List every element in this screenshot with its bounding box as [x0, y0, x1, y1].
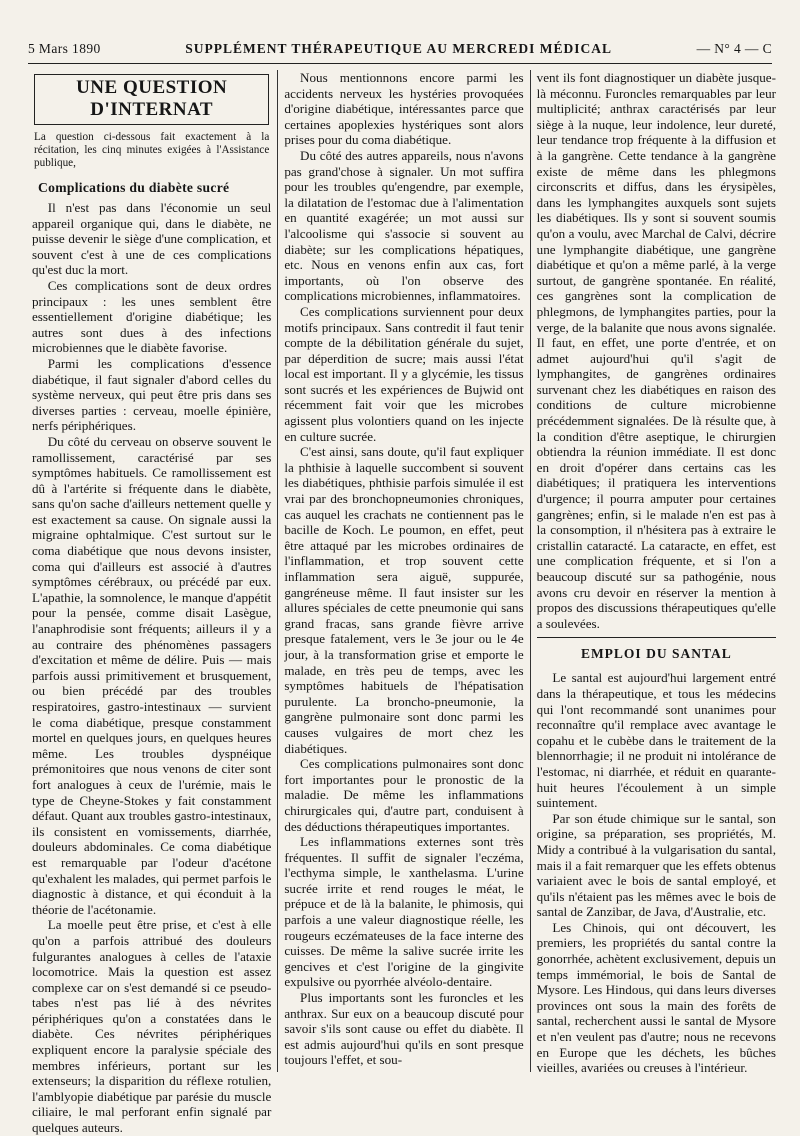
paragraph: C'est ainsi, sans doute, qu'il faut expliquer la phthisie à laquelle succombent si souvent les diabétiques, phthisie parfois simulée il est vrai par des bronchopneumonies chroniques, cas auquel les crachats ne contiennent pas le bacille de Koch. Le poumon, en effet, peut être attaqué par les microbes ordinaires de l'inflammation, et trop souvent cette inflammation sera aiguë, suppurée, gangréneuse même. Il faut insister sur les allures spéciales de cette pneumonie qui sans grand fracas, sans grande fièvre arrive presque fatalement, vers le 3e jour ou le 4e jour, à la transformation grise et emporte le malade, en très peu de temps, avec les symptômes habituels de l'hépatisation purulente. La broncho-pneumonie, la gangrène pulmonaire sont donc parmi les causes vulgaires de mort chez les diabétiques.: [284, 444, 524, 756]
paragraph: La moelle peut être prise, et c'est à elle qu'on a parfois attribué des douleurs fulgurantes analogues à celles de l'ataxie locomotrice. Mais la question est assez complexe car on s'est demandé si ce pseudo-tabes n'est pas lié à des névrites périphériques qu'on a constatées dans le diabète. Ces névrites périphériques expliquent encore la paralysie spéciale des membres inférieurs, portant sur les extenseurs; la disparition du réflexe rotulien, l'amblyopie diabétique par parésie du muscle ciliaire, le mal perforant enfin signalé par quelques auteurs.: [32, 917, 272, 1136]
paragraph: Du côté des autres appareils, nous n'avons pas grand'chose à signaler. Un mot suffira pour les troubles qu'engendre, par exemple, la dilatation de l'estomac due à l'alimentation en quantité exagérée; un mot aussi sur l'alcoolisme qui s'associe si souvent au diabète; sur les complications hépatiques, etc. Nous en venons enfin aux cas, fort importants, où l'on observe des complications microbiennes, inflammatoires.: [284, 147, 524, 304]
paragraph: Il n'est pas dans l'économie un seul appareil organique qui, dans le diabète, ne puisse devenir le siège d'une complication, et souvent c'est à une de ces complications qu'est duc la mort.: [32, 200, 272, 278]
paragraph: Le santal est aujourd'hui largement entré dans la thérapeutique, et tous les médecins qui l'ont recommandé sont unanimes pour reconnaître qu'il remplace avec avantage le copahu et le cubèbe dans le traitement de la blennorrhagie; il ne produit ni intolérance de l'estomac, ni diarrhée, et réduit en quarante-huit heures l'écoulement à un simple suintement.: [536, 670, 776, 811]
paragraph: Plus importants sont les furoncles et les anthrax. Sur eux on a beaucoup discuté pour savoir s'ils sont cause ou effet du diabète. Il est admis aujourd'hui qu'ils en sont presque toujours l'effet, et sou-: [284, 990, 524, 1068]
paragraph: Ces complications sont de deux ordres principaux : les unes semblent être essentiellement d'origine diabétique; les autres sont dues à des infections microbiennes que le diabète favorise.: [32, 277, 272, 356]
article-title: UNE QUESTION D'INTERNAT: [34, 74, 269, 125]
paragraph: Les Chinois, qui ont découvert, les premiers, les propriétés du santal contre la gonorrhée, achètent exclusivement, depuis un temps immémorial, le bois de Santal de Mysore. Les Hindous, qui dans leurs diverses provinces ont sous la main des forêts de santal, recherchent aussi le santal de Mysore et n'en veulent pas d'autre; nous ne recevons en Europe que les déchets, les bûches vieilles, avariées ou creuses à l'intérieur.: [536, 919, 776, 1076]
column-1: [26, 70, 277, 1136]
column-3: [530, 70, 782, 1076]
header-date: 5 Mars 1890: [28, 41, 101, 56]
paragraph: Ces complications surviennent pour deux motifs principaux. Sans contredit il faut tenir compte de la débilitation générale du sujet, par déperdition de sucre; mais aussi l'état local est important. Il y a glycémie, les tissus sont sucrés et les expériences de Bujwid ont récemment fait voir que les microbes agissent plus volontiers quand on les injecte en culture sucrée.: [284, 303, 524, 444]
paragraph: Par son étude chimique sur le santal, son origine, sa préparation, ses propriétés, M. Midy a contribué à la vulgarisation du santal, mais il a fait remarquer que les effets obtenus variaient avec le bois de santal employé, et qu'ils n'étaient pas les mêmes avec le bois de santal de Zanzibar, de Java, d'Australie, etc.: [536, 810, 776, 920]
section-heading: Complications du diabète sucré: [38, 180, 230, 195]
paragraph: Du côté du cerveau on observe souvent le ramollissement, caractérisé par ses symptômes habituels. Ce ramollissement est dû à l'artérite si fréquente dans le diabète, sans qu'on sache d'ailleurs nettement quelle y est exactement sa cause. On signale aussi la migraine ophtalmique. C'est surtout sur le coma diabétique que nous devons insister, coma qui d'ailleurs est associé à d'autres symptômes cérébraux, ou précédé par eux. L'apathie, la somnolence, le manque d'appétit pour la pensée, comme disait Lasègue, l'anaphrodisie sont fréquents; ailleurs il y a au contraire des phénomènes passagers d'excitation et même de délire. Puis — mais parfois aussi primitivement et brusquement, ou bien précédé par des troubles respiratoires, gastro-intestinaux — survient le coma diabétique, presque constamment mortel en quelques jours, en quelques heures même. Les troubles dyspnéique prémonitoires que nous venons de citer sont fort analogues à ceux de l'urémie, mais le type de Cheyne-Stokes y fait constamment défaut. Quant aux troubles gastro-intestinaux, ils consistent en vomissements, diarrhée, douleurs abdominales. Ce coma diabétique est remarquable par l'odeur d'acétone qu'exhalent les malades, qui permet parfois le diagnostic à distance, et qui éconduit à la théorie de l'acétonamie.: [32, 433, 272, 917]
header-journal-title: SUPPLÉMENT THÉRAPEUTIQUE AU MERCREDI MÉDICAL: [185, 41, 613, 56]
paragraph-continued: vent ils font diagnostiquer un diabète jusque-là méconnu. Furoncles remarquables par leur multiplicité; anthrax caractérisés par leur siège à la nuque, leur indolence, leur dureté, leur tendance trop fréquente à la diffusion et à la gangrène. Cette tendance à la gangrène existe de même dans les phlegmons circonscrits et diffus, dans les érysipèles, dans les lymphangites auxquels sont sujets les diabétiques. Ils y sont si souvent soumis qu'on a voulu, avec Marchal de Calvi, décrire une lymphangite diabétique, une gangrène diabétique et qu'on a même parlé, à la verge surtout, de gangrène spontanée. En réalité, ces gangrènes sont la complication de phlegmons, de lymphangites parties, pour la verge, de la balanite que nous avons signalée. Il faut, en effet, une porte d'entrée, et on admet aujourd'hui qu'il s'agit de lymphangites, de gangrènes ordinaires survenant chez les diabétiques en raison des conditions de culture microbienne précédemment signalées. De là résulte que, à la condition d'être aseptique, le chirurgien obtiendra la réunion immédiate. Il est donc en droit d'opérer dans certains cas les diabétiques; il pratiquera les interventions d'urgence; il pourra amputer pour certaines gangrènes; enfin, si le malade n'en est pas à la consomption, il n'hésitera pas à extraire le cristallin cataracté. La cataracte, en effet, est une complication fréquente, et si l'on a beaucoup discuté sur sa pathogénie, nous avons cru devoir en réserver la mention à propos des discussions thérapeutiques qu'elle a soulevées.: [536, 70, 776, 631]
paragraph: Nous mentionnons encore parmi les accidents nerveux les hystéries provoquées d'origine diabétique, intéressantes parce que certaines apoplexies hystériques sont alors prises pour du coma diabétique.: [284, 70, 524, 148]
text-columns: [26, 70, 782, 1136]
paragraph: Les inflammations externes sont très fréquentes. Il suffit de signaler l'eczéma, l'ecthyma simple, le xanthelasma. L'urine sucrée irrite et rend rouges le méat, le prépuce et de là la balanite, le phimosis, qui parfois a une valeur diagnostique réelle, les rougeurs eczémateuses de la face interne des cuisses. De même la salive sucrée irrite les gencives et c'est l'origine de la gingivite expulsive ou pyorrhée alvéolo-dentaire.: [284, 834, 524, 990]
paragraph: Parmi les complications d'essence diabétique, il faut signaler d'abord celles du système nerveux, qui peut être pris dans ses diverses parties : cerveau, moelle épinière, nerfs périphériques.: [32, 355, 272, 434]
running-head: [28, 38, 772, 64]
header-issue-number: — N° 4 — C: [696, 41, 772, 56]
article-title-santal: EMPLOI DU SANTAL: [580, 646, 732, 662]
article-intro: La question ci-dessous fait exactement à la récitation, les cinq minutes exigées à l'Assistance publique,: [34, 131, 270, 169]
column-2: [277, 70, 529, 1072]
paragraph: Ces complications pulmonaires sont donc fort importantes pour le pronostic de la maladie. De même les inflammations chirurgicales qui, d'autre part, conduisent à des déductions thérapeutiques importantes.: [284, 756, 524, 834]
section-divider: [537, 637, 776, 638]
